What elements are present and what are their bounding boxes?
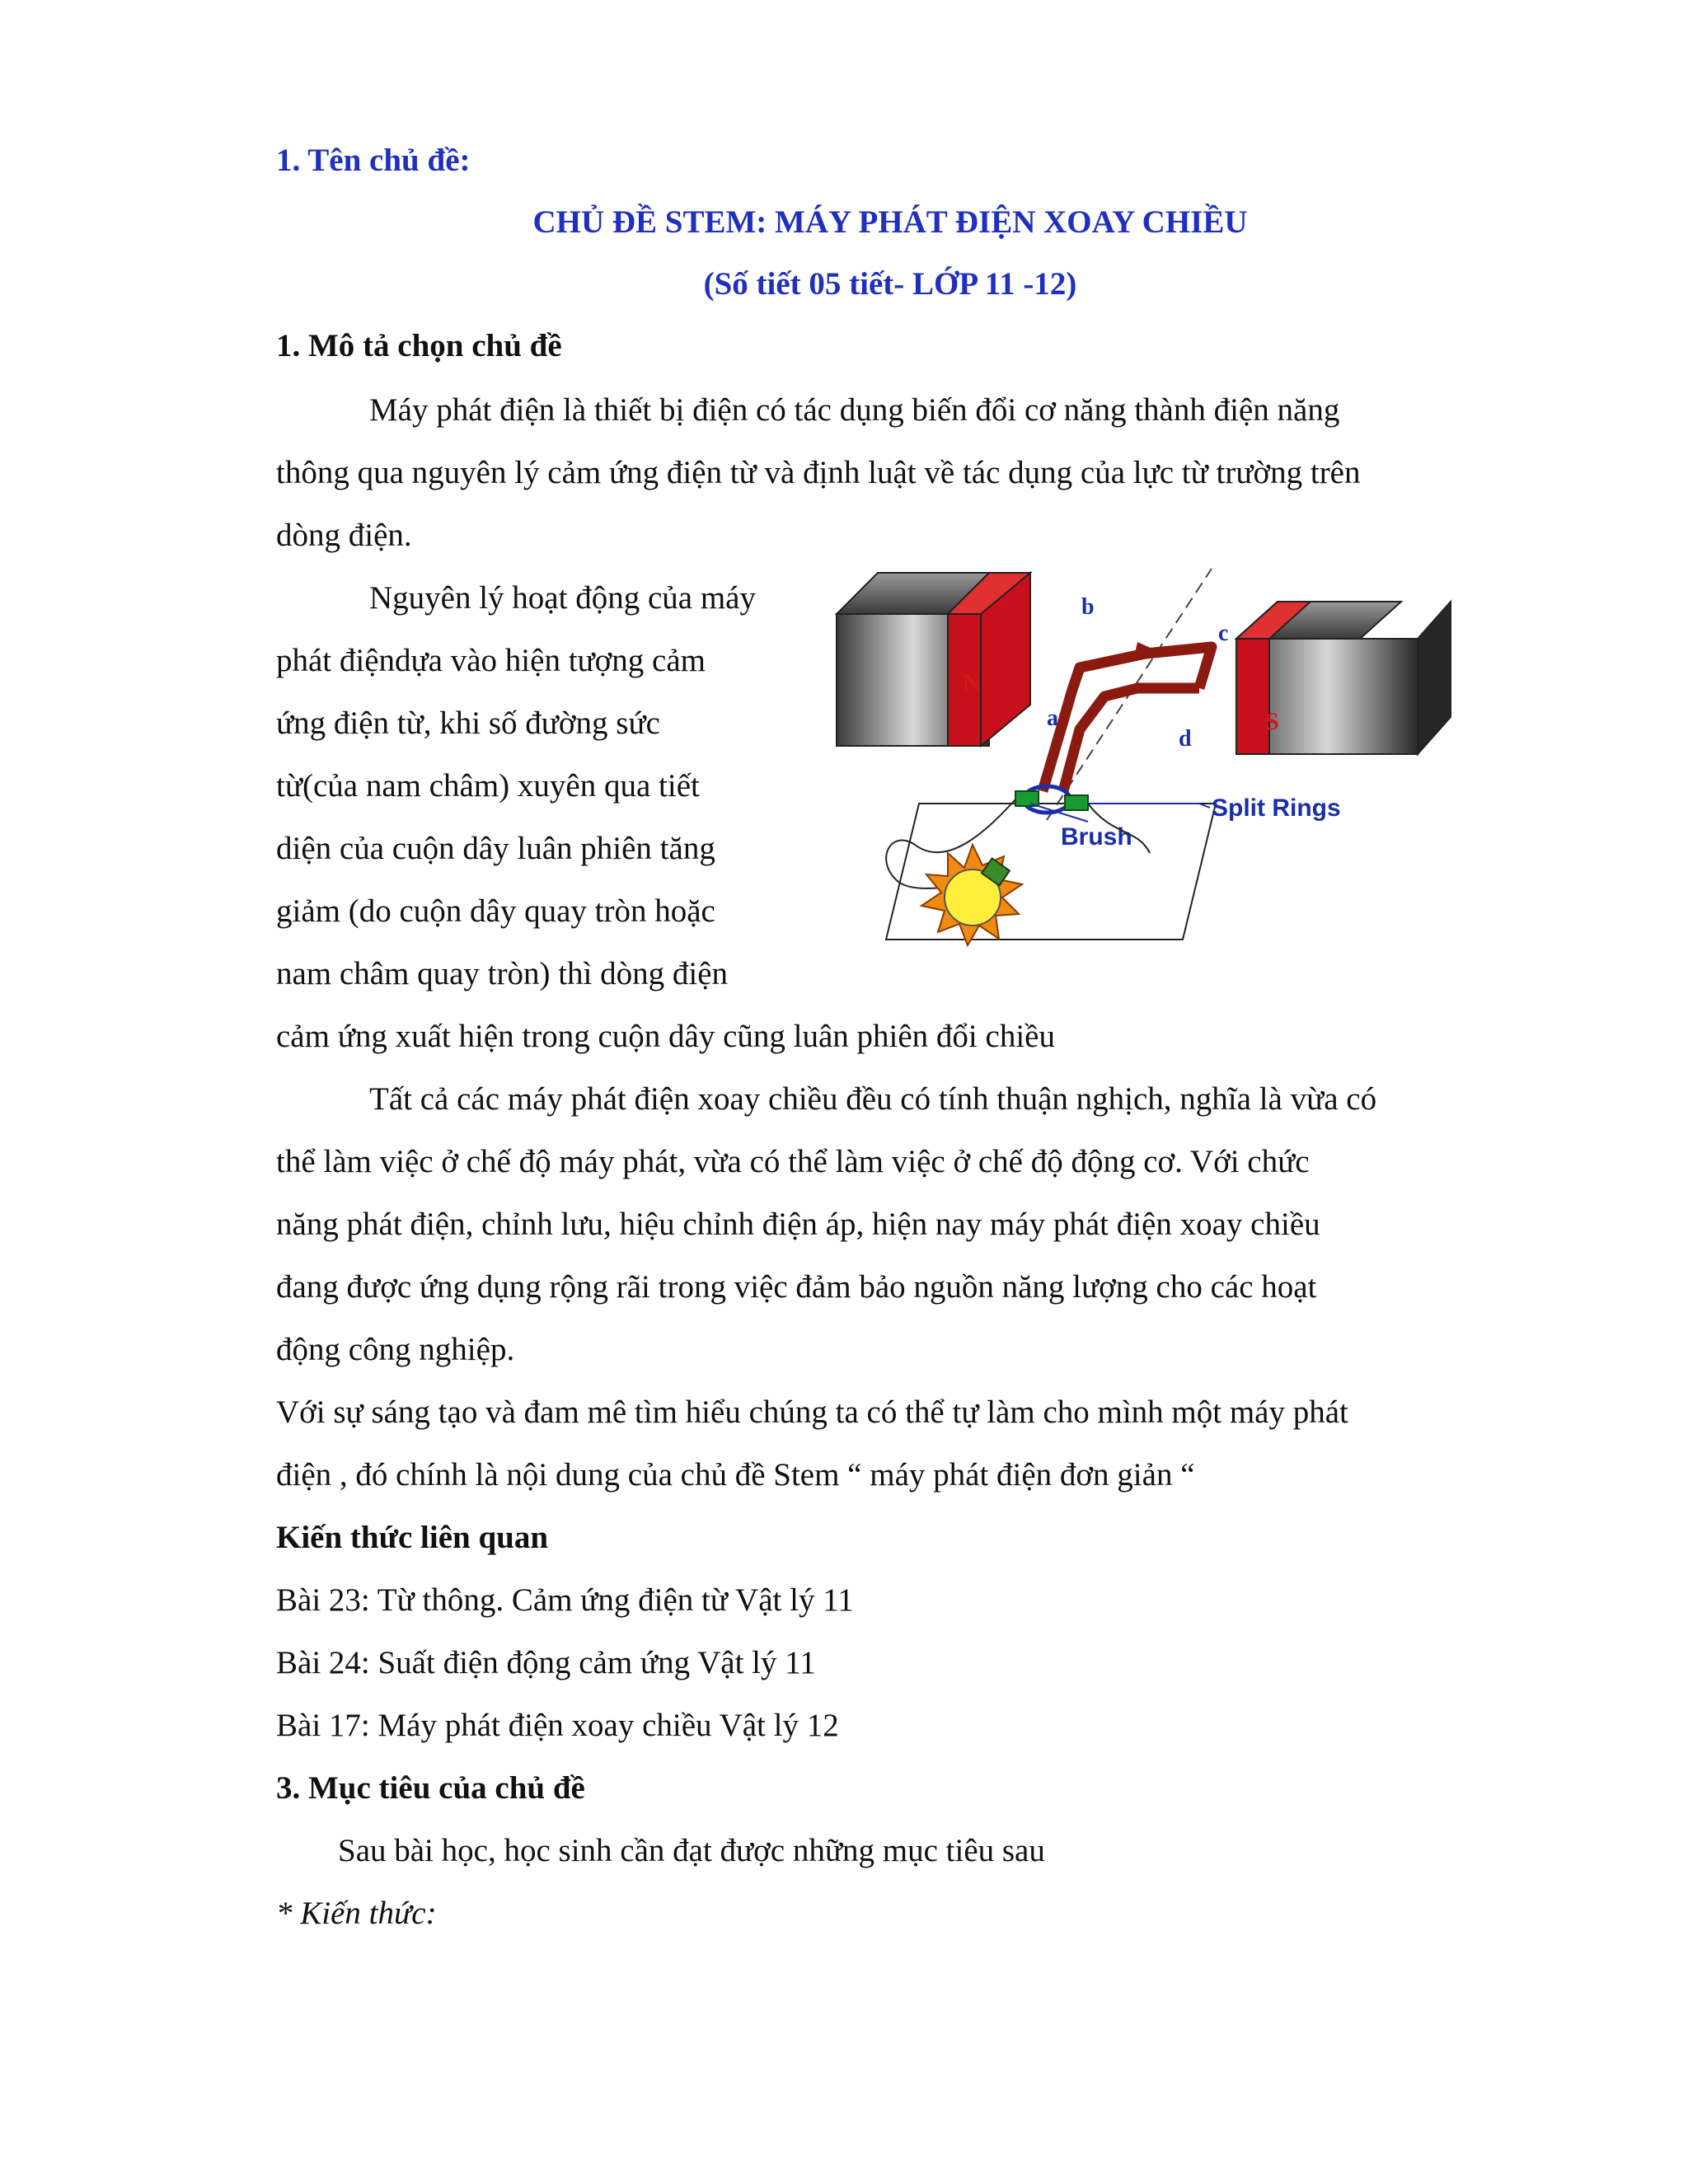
para3-line: đang được ứng dụng rộng rãi trong việc đảm bảo nguồn năng lượng cho các hoạt (276, 1269, 1317, 1305)
para1-line: Máy phát điện là thiết bị điện có tác dụng biến đổi cơ năng thành điện năng (369, 392, 1340, 428)
para3-line: năng phát điện, chỉnh lưu, hiệu chỉnh điện áp, hiện nay máy phát điện xoay chiều (276, 1207, 1320, 1242)
knowledge-heading: Kiến thức liên quan (276, 1520, 549, 1555)
para2-line: Nguyên lý hoạt động của máy (369, 580, 756, 616)
para2-line: cảm ứng xuất hiện trong cuộn dây cũng luân phiên đổi chiều (276, 1019, 1055, 1054)
magnet-n-label: N (963, 669, 981, 696)
brush-right (1065, 795, 1088, 810)
para1-line: thông qua nguyên lý cảm ứng điện từ và định luật về tác dụng của lực từ trường trên (276, 455, 1361, 490)
page-subtitle: (Số tiết 05 tiết- LỚP 11 -12) (703, 266, 1077, 302)
coil (1043, 647, 1212, 791)
label-c: c (1218, 621, 1229, 646)
lesson-item: Bài 17: Máy phát điện xoay chiều Vật lý 12 (276, 1708, 839, 1743)
lesson-item: Bài 23: Từ thông. Cảm ứng điện từ Vật lý 11 (276, 1582, 854, 1618)
page-title: CHỦ ĐỀ STEM: MÁY PHÁT ĐIỆN XOAY CHIỀU (532, 204, 1248, 240)
label-b: b (1081, 594, 1095, 620)
label-a: a (1047, 705, 1058, 731)
split-rings-label: Split Rings (1212, 794, 1341, 822)
lesson-item: Bài 24: Suất điện động cảm ứng Vật lý 11 (276, 1645, 816, 1680)
para3-line: thể làm việc ở chế độ máy phát, vừa có thể làm việc ở chế độ động cơ. Với chức (276, 1144, 1310, 1179)
magnet-s (1236, 602, 1451, 754)
lamp-icon (921, 845, 1022, 945)
para2-line: diện của cuộn dây luân phiên tăng (276, 831, 715, 866)
brush-label: Brush (1061, 823, 1132, 851)
para2-line: ứng điện từ, khi số đường sức (276, 705, 660, 741)
topic-heading: 1. Tên chủ đề: (276, 143, 471, 178)
brush-left (1015, 791, 1039, 806)
section3-heading: 3. Mục tiêu của chủ đề (276, 1770, 585, 1806)
magnet-s-label: S (1265, 708, 1279, 735)
para2-line: nam châm quay tròn) thì dòng điện (276, 956, 729, 991)
para3-line: Tất cả các máy phát điện xoay chiều đều có tính thuận nghịch, nghĩa là vừa có (369, 1081, 1377, 1117)
para2-line: từ(của nam châm) xuyên qua tiết (276, 768, 700, 804)
para1-line: dòng điện. (276, 518, 412, 553)
section1-heading: 1. Mô tả chọn chủ đề (276, 328, 562, 363)
knowledge-item: * Kiến thức: (276, 1896, 437, 1931)
generator-diagram (824, 556, 1484, 956)
para4-line: Với sự sáng tạo và đam mê tìm hiểu chúng ta có thể tự làm cho mình một máy phát (276, 1394, 1348, 1430)
para2-line: phát điệndựa vào hiện tượng cảm (276, 643, 706, 678)
para3-line: động công nghiệp. (276, 1332, 515, 1367)
section3-intro: Sau bài học, học sinh cần đạt được những mục tiêu sau (338, 1833, 1045, 1868)
para4-line: điện , đó chính là nội dung của chủ đề Stem “ máy phát điện đơn giản “ (276, 1457, 1195, 1493)
para2-line: giảm (do cuộn dây quay tròn hoặc (276, 893, 715, 929)
magnet-n (837, 573, 1030, 746)
label-d: d (1179, 726, 1192, 752)
